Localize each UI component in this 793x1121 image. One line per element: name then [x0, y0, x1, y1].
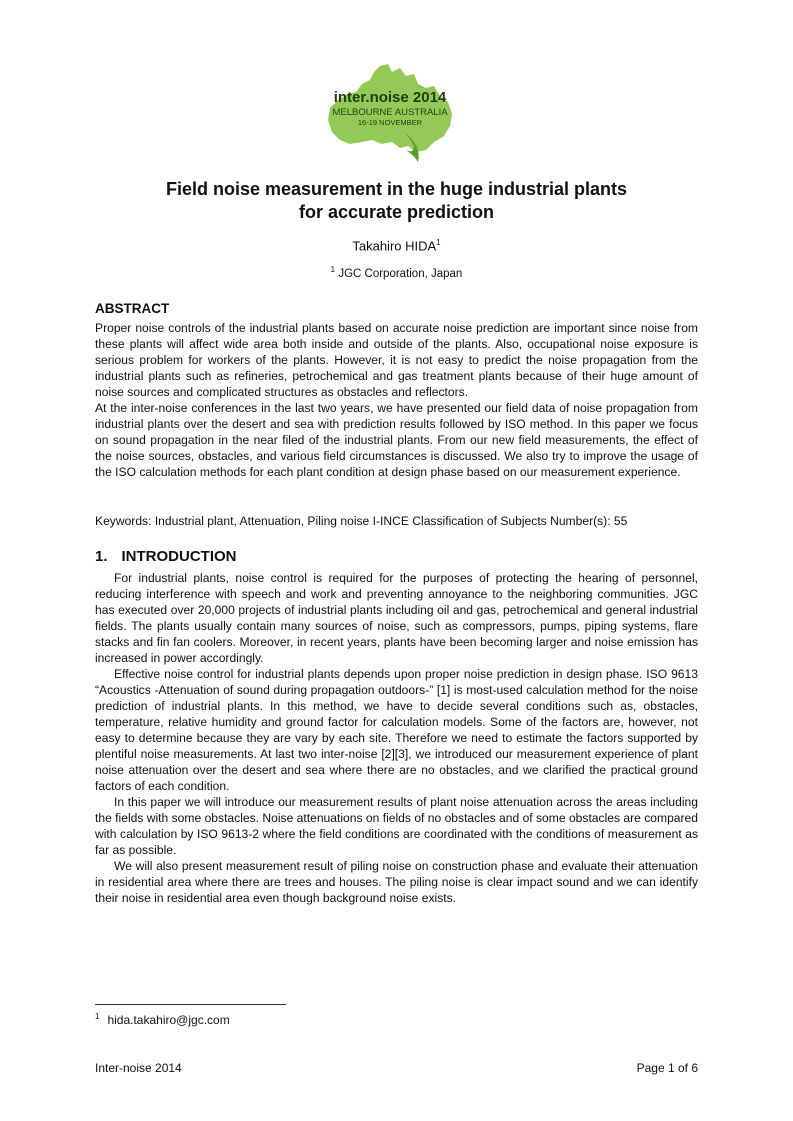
intro-paragraph: Effective noise control for industrial plants depends upon proper noise prediction in design phase. ISO 9613 “Acoustics -Attenuation of sound during propagation outdoors-” [1] is most-used calculation method for the noise prediction of industrial plants. In this method, we have to decide several conditions such as, obstacles, temperature, relative humidity and ground factor for calculation models. Some of the factors are, however, not easy to determine because they are vary by each site. Therefore we need to estimate the factors supported by plentiful noise measurements. At last two inter-noise [2][3], we introduced our measurement experience of plant noise attenuation over the desert and sea where there are no obstacles, and we clarified the practical ground factors of each condition.	[95, 667, 698, 793]
abstract-paragraph: Proper noise controls of the industrial plants based on accurate noise prediction are important since noise from these plants will affect wide area both inside and outside of the plants. Also, occupational noise exposure is serious problem for workers of the plants. However, it is not easy to predict the noise propagation from the industrial plants such as refineries, petrochemical and gas treatment plants because of their huge amount of noise sources and complicated structures as obstacles and reflectors.	[95, 321, 698, 399]
title-line-1: Field noise measurement in the huge industrial plants	[165, 179, 628, 199]
footer-page-number: Page 1 of 6	[636, 1061, 698, 1075]
footnote-divider	[95, 1004, 286, 1005]
affiliation-mark: 1	[330, 265, 336, 274]
footnote-email[interactable]: hida.takahiro@jgc.com	[107, 1013, 230, 1027]
section-number: 1.	[95, 548, 108, 565]
logo-line-1: inter.noise 2014	[333, 89, 447, 106]
abstract-paragraph: At the inter-noise conferences in the last two years, we have presented our field data of noise propagation from industrial plants over the desert and sea with prediction results followed by ISO method. In this paper we focus on sound propagation in the near filed of the industrial plants. From our new field measurements, the effect of the noise sources, obstacles, and various field circumstances is discussed. We also try to improve the usage of the ISO calculation methods for each plant condition at design phase based on our measurement experience.	[95, 401, 698, 479]
intro-paragraph: For industrial plants, noise control is required for the purposes of protecting the hearing of personnel, reducing interference with speech and work and preventing annoyance to the neighboring communities. JGC has executed over 20,000 projects of industrial plants including oil and gas, petrochemical and general industrial fields. The plants usually contain many sources of noise, such as compressors, pumps, piping systems, flare stacks and fin fan coolers. Moreover, in recent years, plants have been becoming larger and noise emission has increased in power accordingly.	[95, 571, 698, 665]
section-title: INTRODUCTION	[121, 548, 237, 565]
intro-paragraph: We will also present measurement result of piling noise on construction phase and evaluate their attenuation in residential area where there are trees and houses. The piling noise is clear impact sound and we can identify their noise in residential area even though background noise exists.	[95, 859, 698, 905]
conference-logo	[322, 62, 458, 168]
introduction-body	[95, 570, 698, 906]
affiliation-text: JGC Corporation, Japan	[335, 267, 463, 280]
paper-title	[60, 178, 733, 224]
title-line-2: for accurate prediction	[298, 202, 495, 222]
author-mark: 1	[436, 238, 441, 247]
logo-line-2: MELBOURNE AUSTRALIA	[332, 107, 448, 118]
keywords: Keywords: Industrial plant, Attenuation, Piling noise I-INCE Classification of Subjects Number(s): 55	[95, 514, 628, 528]
author	[60, 238, 733, 253]
footer-conference: Inter-noise 2014	[95, 1061, 182, 1075]
abstract-heading: ABSTRACT	[95, 301, 170, 316]
footnote-mark: 1	[95, 1012, 100, 1021]
abstract-body	[95, 320, 698, 480]
intro-paragraph: In this paper we will introduce our measurement results of plant noise attenuation across the areas including the fields with some obstacles. Noise attenuations on fields of no obstacles and of some obstacles are compared with calculation by ISO 9613-2 where the field conditions are coordinated with the conditions of measurement as far as possible.	[95, 795, 699, 857]
logo-line-3: 16-19 NOVEMBER	[357, 118, 423, 127]
section-heading-introduction	[95, 548, 237, 565]
footnote	[95, 1012, 230, 1027]
australia-map-icon	[322, 62, 458, 168]
affiliation	[60, 265, 733, 280]
author-name: Takahiro HIDA	[352, 238, 437, 254]
